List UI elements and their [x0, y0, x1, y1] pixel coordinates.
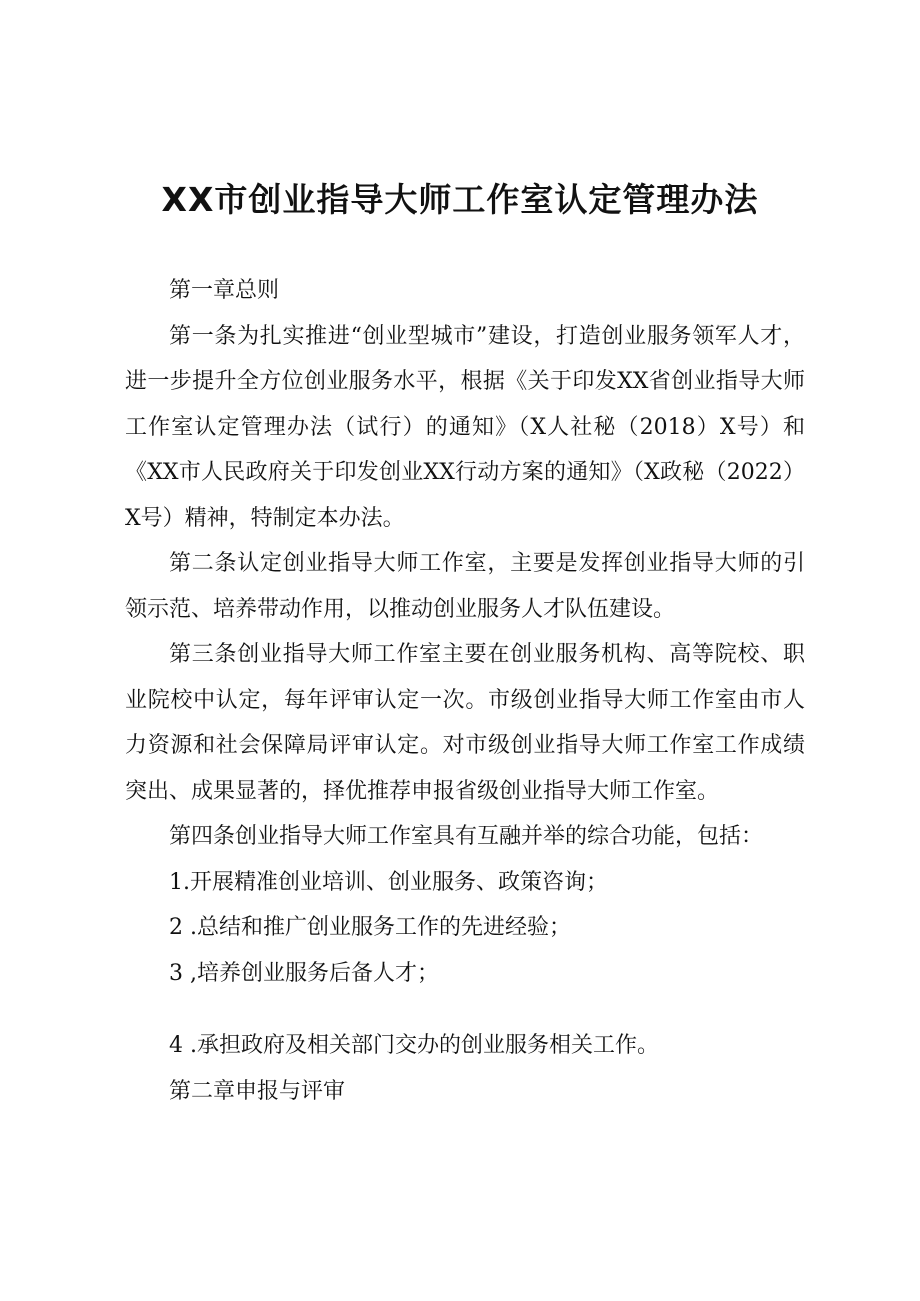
chapter-heading: 第一章总则: [169, 278, 280, 303]
article-paragraph: 第三条创业指导大师工作室主要在创业服务机构、高等院校、职业院校中认定，每年评审认定一次。市级创业指导大师工作室由市人力资源和社会保障局评审认定。对市级创业指导大师工作室工作成绩突出、成果显著的，择优推荐申报省级创业指导大师工作室。: [125, 642, 805, 804]
document-title: XX市创业指导大师工作室认定管理办法: [161, 180, 759, 219]
function-list-item: 1.开展精准创业培训、创业服务、政策咨询；: [169, 869, 608, 895]
function-list-item: 4 .承担政府及相关部门交办的创业服务相关工作。: [169, 1033, 659, 1058]
article-paragraph: 第一条为扎实推进“创业型城市”建设，打造创业服务领军人才，进一步提升全方位创业服务水平，根据《关于印发XX省创业指导大师工作室认定管理办法（试行）的通知》（X人社秘（2018）X号）和《XX市人民政府关于印发创业XX行动方案的通知》（X政秘（2022）X号）精神，特制定本办法。: [125, 323, 805, 531]
function-list-item: 3 ,培养创业服务后备人才；: [169, 960, 439, 986]
document-body: [125, 268, 805, 1114]
function-list-item: 2 .总结和推广创业服务工作的先进经验；: [169, 915, 571, 940]
chapter-heading: 第二章申报与评审: [169, 1078, 346, 1104]
article-paragraph: 第二条认定创业指导大师工作室，主要是发挥创业指导大师的引领示范、培养带动作用，以推动创业服务人才队伍建设。: [125, 551, 805, 622]
article-paragraph: 第四条创业指导大师工作室具有互融并举的综合功能，包括：: [169, 824, 764, 849]
